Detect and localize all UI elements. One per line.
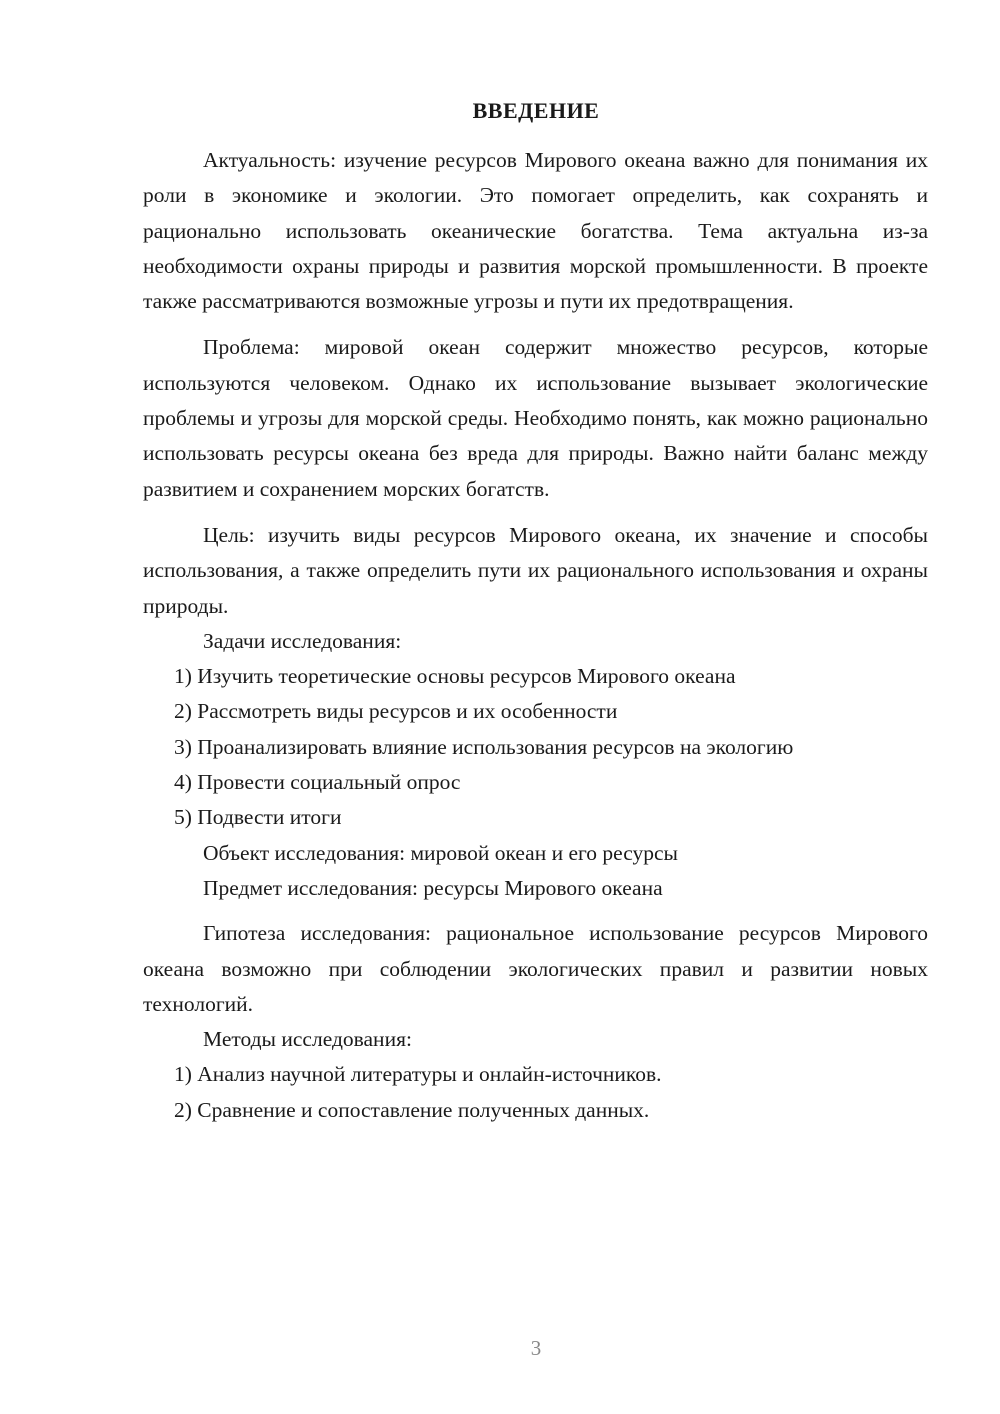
object-line: Объект исследования: мировой океан и его ресурсы [203, 840, 678, 865]
page-number: 3 [530, 1336, 542, 1360]
subject-line: Предмет исследования: ресурсы Мирового океана [203, 875, 663, 900]
list-item: 5) Подвести итоги [174, 805, 342, 830]
body-text [143, 143, 928, 1128]
list-item: 3) Проанализировать влияние использования ресурсов на экологию [174, 734, 794, 759]
methods-heading: Методы исследования: [203, 1027, 412, 1052]
tasks-list [143, 659, 928, 835]
list-item: 2) Рассмотреть виды ресурсов и их особенности [174, 699, 618, 724]
section-heading: ВВЕДЕНИЕ [472, 98, 600, 123]
paragraph-relevance: Актуальность: изучение ресурсов Мирового океана важно для понимания их роли в экономике и экологии. Это помогает определить, как сохранять и рационально использовать океанические богатства. Тема актуальна из-за необходимости охраны природы и развития морской промышленности. В проекте также рассматриваются возможные угрозы и пути их предотвращения. [143, 148, 928, 314]
paragraph-hypothesis: Гипотеза исследования: рациональное использование ресурсов Мирового океана возможно при соблюдении экологических правил и развитии новых технологий. [143, 921, 928, 1016]
list-item: 1) Изучить теоретические основы ресурсов Мирового океана [174, 664, 736, 689]
paragraph-problem: Проблема: мировой океан содержит множество ресурсов, которые используются человеком. Однако их использование вызывает экологические проблемы и угрозы для морской среды. Необходимо понять, как можно рационально использовать ресурсы океана без вреда для природы. Важно найти баланс между развитием и сохранением морских богатств. [143, 335, 928, 501]
paragraph-goal: Цель: изучить виды ресурсов Мирового океана, их значение и способы использования, а также определить пути их рационального использования и охраны природы. [143, 522, 928, 618]
list-item: 2) Сравнение и сопоставление полученных данных. [174, 1097, 650, 1122]
methods-list [143, 1057, 928, 1128]
list-item: 1) Анализ научной литературы и онлайн-источников. [174, 1062, 662, 1087]
list-item: 4) Провести социальный опрос [174, 770, 461, 795]
tasks-heading: Задачи исследования: [203, 628, 402, 653]
